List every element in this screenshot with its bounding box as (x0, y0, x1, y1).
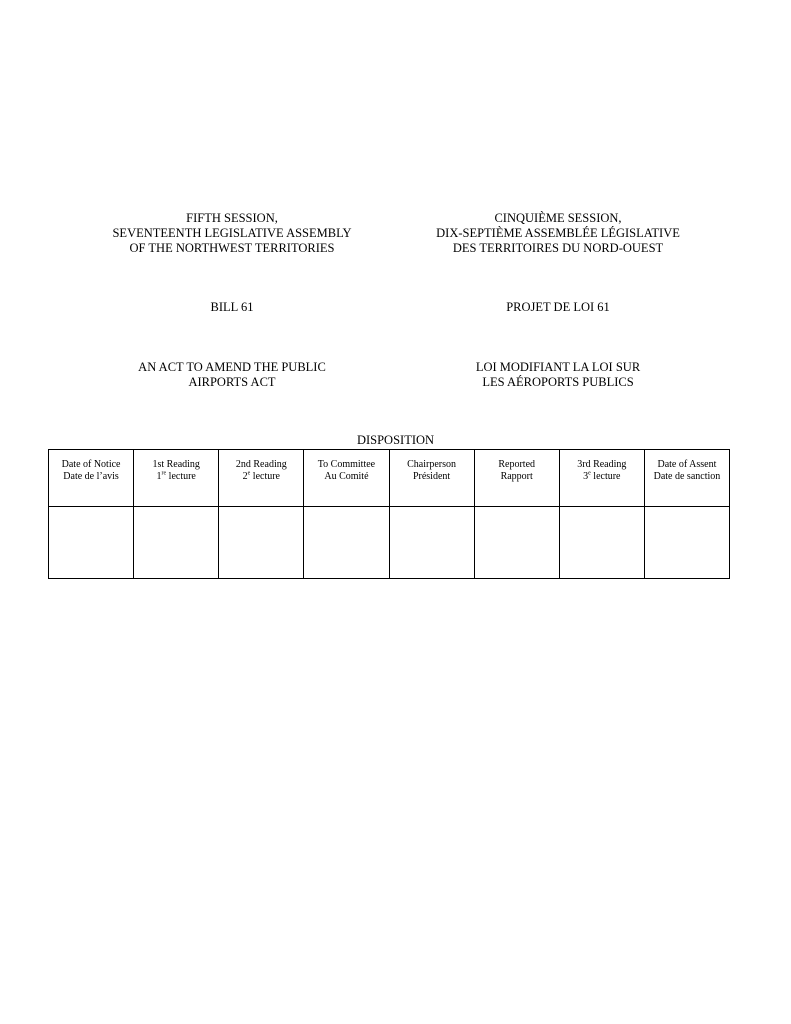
header-fr: Date de sanction (653, 471, 721, 482)
act-title-french (408, 360, 708, 390)
header-cell-2nd-reading (219, 450, 304, 507)
bill-number-english (82, 300, 382, 315)
session-fr-line-1: CINQUIÈME SESSION, (494, 211, 622, 225)
header-fr: Au Comité (324, 471, 369, 482)
header-en: 3rd Reading (577, 459, 627, 470)
session-english (82, 211, 382, 256)
header-en: Chairperson (407, 459, 456, 470)
session-french (408, 211, 708, 256)
bill-en-label: BILL 61 (210, 300, 254, 314)
bill-number-french (408, 300, 708, 315)
header-fr (560, 471, 644, 483)
header-cell-1st-reading (134, 450, 219, 507)
ordinal-number: 1 (156, 471, 162, 482)
entry-cell-1st-reading (134, 507, 219, 579)
header-fr (134, 471, 218, 483)
header-cell-date-of-notice (49, 450, 134, 507)
entry-cell-reported (474, 507, 559, 579)
header-cell-date-of-assent (644, 450, 729, 507)
entry-cell-3rd-reading (559, 507, 644, 579)
disposition-header-row (49, 450, 730, 507)
header-en: Date of Assent (657, 459, 717, 470)
header-fr (219, 471, 303, 483)
entry-cell-date-of-assent (644, 507, 729, 579)
header-cell-chairperson (389, 450, 474, 507)
entry-cell-date-of-notice (49, 507, 134, 579)
ordinal-suffix: e (247, 470, 251, 477)
session-en-line-1: FIFTH SESSION, (186, 211, 278, 225)
title-en-line-1: AN ACT TO AMEND THE PUBLIC (138, 360, 326, 374)
session-en-line-2: SEVENTEENTH LEGISLATIVE ASSEMBLY (112, 226, 352, 240)
ordinal-word: lecture (166, 471, 196, 482)
ordinal-number: 3 (583, 471, 589, 482)
header-cell-reported (474, 450, 559, 507)
title-fr-line-2: LES AÉROPORTS PUBLICS (482, 375, 634, 389)
disposition-entry-row (49, 507, 730, 579)
session-fr-line-3: DES TERRITOIRES DU NORD-OUEST (452, 241, 664, 255)
header-en: 2nd Reading (235, 459, 287, 470)
header-en: Reported (498, 459, 536, 470)
header-fr: Rapport (500, 471, 533, 482)
disposition-table (48, 449, 730, 579)
header-cell-to-committee (304, 450, 389, 507)
header-en: To Committee (317, 459, 376, 470)
disposition-heading: DISPOSITION (356, 433, 435, 447)
header-fr: Président (412, 471, 451, 482)
bill-fr-label: PROJET DE LOI 61 (506, 300, 610, 314)
entry-cell-to-committee (304, 507, 389, 579)
header-en: 1st Reading (152, 459, 200, 470)
ordinal-word: lecture (590, 471, 621, 482)
title-fr-line-1: LOI MODIFIANT LA LOI SUR (475, 360, 641, 374)
ordinal-suffix: e (588, 470, 591, 477)
ordinal-number: 2 (242, 471, 248, 482)
header-en: Date of Notice (61, 459, 121, 470)
session-fr-line-2: DIX-SEPTIÈME ASSEMBLÉE LÉGISLATIVE (436, 226, 680, 240)
entry-cell-2nd-reading (219, 507, 304, 579)
session-en-line-3: OF THE NORTHWEST TERRITORIES (129, 241, 335, 255)
ordinal-suffix: re (161, 470, 167, 477)
act-title-english (82, 360, 382, 390)
header-fr: Date de l’avis (63, 471, 119, 482)
entry-cell-chairperson (389, 507, 474, 579)
title-en-line-2: AIRPORTS ACT (188, 375, 276, 389)
ordinal-word: lecture (250, 471, 280, 482)
header-cell-3rd-reading (559, 450, 644, 507)
